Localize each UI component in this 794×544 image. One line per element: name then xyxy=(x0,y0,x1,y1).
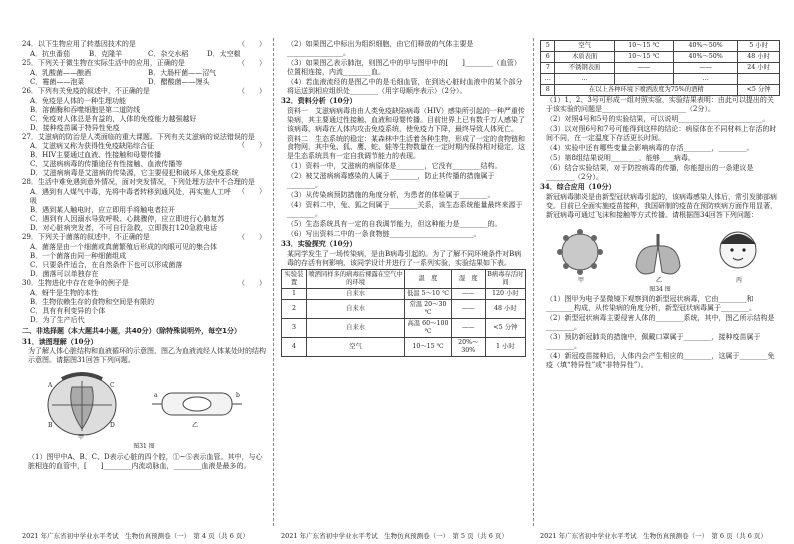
label-yi: 乙 xyxy=(656,276,663,284)
q32-sub4: （4）资料二中，兔、狐之间属于________关系，该生态系统能量最终来源于________。 xyxy=(287,201,523,219)
column-divider xyxy=(533,38,534,526)
footer-page-4: 2021 年广东省初中学业水平考试 生物仿真预测卷（一） 第 4 页（共 6 页） xyxy=(22,531,249,540)
q26-options: A．免疫是人体的一种生理功能 B．溶菌酶和吞噬细胞是第二道防线 C．免疫对人体总是有益的，人体的免疫能力越强越好 D．接种疫苗属于特异性免疫 xyxy=(30,96,197,132)
q28-options: A．遇到有人煤气中毒，先将中毒者转移到通风处，再实施人工呼吸 B．遇到某人触电时，应立即用手将触电者拉开 C．遇到有人因溺水导致呼吸、心跳骤停，应立即进行心肺复苏 D．对心脏病突发者，不可自行急救，立即拨打120急救电话 xyxy=(30,188,232,233)
q32-sub6: （6）写出资料二中的一条食物链________________________。 xyxy=(287,230,481,239)
q34-sub1: （1）图甲为电子显微镜下观察到的新型冠状病毒，它由________和________构成，从传染病的角度分析，新型冠状病毒属于________。 xyxy=(546,295,756,313)
table-row: 8 在以上各种环境下喷洒浓度为75%的酒精 <5 分钟 xyxy=(541,85,780,96)
table-header-row: 实验装置 喷洒同样多的病毒后裸露在空气中的环境 温 度 湿 度 B病毒存活时间 xyxy=(282,269,526,288)
heart-diagram xyxy=(22,367,266,441)
virus-icon xyxy=(557,229,603,275)
q32-sub2: （2）被艾滋病病毒感染的人属于________，防止其传播的措施属于________。 xyxy=(287,172,495,190)
q32-sub3: （3）从传染病预防措施的角度分析，为患者的体检属于________。 xyxy=(287,191,495,200)
svg-text:B: B xyxy=(48,422,53,430)
page-4-column xyxy=(22,40,266,526)
question-31-intro: 为了解人体心脏结构和血液循环的示意图，图乙为血液流经人体某处时的结构示意图。请据图31回答下列问题。 xyxy=(28,347,266,365)
page-5-column xyxy=(281,40,526,526)
q33-table-continued xyxy=(540,40,780,96)
question-31-title: 31．读图理解（10分） xyxy=(22,336,98,346)
figure-34-caption: 图34 图 xyxy=(649,285,671,293)
question-30: 30．生物进化中存在竞争的例子是 （ ） xyxy=(22,278,266,287)
q34-sub2: （2）新型冠状病毒主要侵害人体的________系统，其中，图乙所示结构是________。 xyxy=(546,314,775,332)
label-bing: 丙 xyxy=(736,276,743,284)
question-24: 24．以下生物应用了转基因技术的是 （ ） xyxy=(22,40,266,48)
q32-sub1: （1）资料一中，艾滋病的病原体是________，它没有________结构。 xyxy=(287,162,502,171)
svg-text:b: b xyxy=(236,392,240,400)
q30-options: A．蚜牛是生物的本性 B．生物依赖生存的食物和空间是有限的 C．具有有利变异的个体 D．为了生产后代 xyxy=(30,288,155,324)
q31-sub2: （2）如果图乙中标出为组织细胞，由它们释放的气体主要是________________。 xyxy=(287,40,474,57)
question-28: 28．生活中难免遇到意外情况，面对突发情况，下列处理方法中不合理的是 （ ） xyxy=(22,178,266,196)
q24-options: A．抗虫番茄 B．克隆羊 C．杂交水稻 D．太空椒 xyxy=(30,49,241,58)
page-6-column xyxy=(540,40,780,526)
table-row: 3 自来水 高温 60～100 ℃ —— <5 分钟 xyxy=(282,319,526,338)
q32-material-2: 资料二 生态系统的稳定：某森林中生活着各种生物，形成了一定的食物链和食物网，其中兔、狐、鹰、蛇、蛙等生物数量在一定时期内保持相对稳定，这是生态系统具有一定自我调节能力的表现。 xyxy=(287,134,525,161)
lungs-icon xyxy=(636,234,680,274)
table-row: 5 空气 10～15 ℃ 40%～50% 5 小时 xyxy=(541,41,780,52)
table-row: 4 空气 10～15 ℃ 20%～30% 1 小时 xyxy=(282,338,526,357)
q33-sub6: （6）结合实验结果，对于防控病毒的传播，你能提出的一条建议是________（2分）。 xyxy=(546,163,754,181)
figure-34 xyxy=(540,222,780,284)
q27-options: A．艾滋病又称为获得性免疫缺陷综合征 B．HIV主要通过血液、性接触和母婴传播 C．艾滋病病毒的传播途径有性接触、血液传播等 D．艾滋病病毒是艾滋病的传染源，它主要侵犯和破坏人体免疫系统 xyxy=(30,142,239,178)
question-27: 27．艾滋病的防治是人类面临的重大课题。下列有关艾滋病的说法错误的是 （ ） xyxy=(22,132,266,150)
question-26: 26．下列有关免疫的叙述中，不正确的是 （ ） xyxy=(22,86,266,95)
q25-options: A．乳酸菌——酿酒 B．大肠杆菌——沼气 C．霉菌——泡菜 D．醋酸菌——馒头 xyxy=(30,68,217,86)
question-34-title: 34．综合应用（10分） xyxy=(540,181,616,191)
table-row: … … … xyxy=(541,74,780,85)
q34-sub3: （3）预防新冠肺炎的措施中，佩戴口罩属于________，接种疫苗属于________。 xyxy=(546,333,761,351)
q32-sub5: （5）生态系统具有一定的自我调节能力，但这种能力是________的。 xyxy=(287,220,502,229)
svg-text:a: a xyxy=(154,392,158,400)
question-32-title: 32．资料分析（10分） xyxy=(281,95,357,105)
label-yi: 乙 xyxy=(192,422,199,430)
table-row: 1 自来水 低温 5～10 ℃ —— 120 小时 xyxy=(282,288,526,299)
q33-sub5: （5）第8组结果说明________，能够____病毒。 xyxy=(546,153,695,162)
question-29: 29．下列关于菌落的叙述中，不正确的是 （ ） xyxy=(22,233,266,242)
q31-sub3: （3）如果图乙表示肺泡，则图乙中的甲与图甲中的[ ]________（血管）位置相连接，内流________血。 xyxy=(287,58,521,76)
q32-material-1: 资料一 艾滋病病毒由由人类免疫缺陷病毒（HIV）感染所引起的一种严重传染病，其主要通过性接触、血液和母婴传播。目前世界上已有数千万人感染了该病毒，病毒在人体内攻击免疫系统，使免疫力下降，最终导致人体死亡。 xyxy=(287,106,525,133)
virus-lungs-child-illustration xyxy=(540,222,780,284)
figure-31 xyxy=(22,367,266,441)
label-jia: 甲 xyxy=(578,276,585,284)
table-row: 7 不锈钢表面 —— —— 24 小时 xyxy=(541,63,780,74)
child-icon xyxy=(720,232,756,268)
section-2-heading: 二、非选择题（本大题共4小题，共40分）（除特殊说明外，每空1分） xyxy=(22,326,241,335)
q34-intro: 新冠病毒肺炎是由新型冠状病毒引起的，该病毒感染人体后，常引发肺部病变。目前已全面实施疫苗接种，我国研制的疫苗在预防疾病方面作用显著，新冠病毒可通过飞沫和接触等方式传播。请根据图34回答下列问题： xyxy=(546,192,777,219)
footer-page-6: 2021 年广东省初中学业水平考试 生物仿真预测卷（一） 第 6 页（共 6 页） xyxy=(540,531,767,540)
svg-text:C: C xyxy=(110,382,115,390)
q29-options: A．菌落是由一个细菌或真菌繁殖后形成的肉眼可见的集合体 B．一个菌落由同一种细菌组成 C．只要条件适合，在自然条件下也可以形成菌落 D．菌落可以单独存在 xyxy=(30,242,218,278)
q33-sub1: （1）1、2、3号可形成一组对照实验，实验结果表明：由此可以提出的关于该实验的问题是________________________（2分）。 xyxy=(546,96,774,114)
column-divider xyxy=(273,38,274,526)
svg-text:A: A xyxy=(48,382,53,390)
q33-sub4: （4）实验中还有哪些变量会影响病毒的存活________，________。 xyxy=(546,144,754,152)
q31-sub1: （1）图甲中A、B、C、D表示心脏的四个腔，①~⑤表示血管。其中，与心脏相连的血管中，[ ]________内流动脉血，________血液是最多的。 xyxy=(28,453,263,470)
table-row: 6 木质表面 10～15 ℃ 40%～50% 48 小时 xyxy=(541,52,780,63)
q33-sub3: （3）以对照6号和7号可能得到这样的结论：病原体在不同材料上存活的时间不同，在一定温度下存活更长时间。 xyxy=(546,125,777,143)
q33-table xyxy=(281,269,526,357)
footer-page-5: 2021 年广东省初中学业水平考试 生物仿真预测卷（一） 第 5 页（共 6 页） xyxy=(281,531,508,540)
question-25: 25．下列关于微生物在实际生活中的应用，正确的是 （ ） xyxy=(22,58,266,67)
q31-sub4: （4）若血液流经的是图乙中的是毛细血管，在到达心脏时血液中的某个部分将运送到相应组织处________（用字母顺序表示）（2分）。 xyxy=(287,77,523,95)
q34-sub4: （4）新冠疫苗接种后，人体内会产生相应的________，这属于________免疫（填“特异性”或“非特异性”）。 xyxy=(546,352,775,369)
q33-sub2: （2）对照4号和5号的实验结果，可以说明________________________。 xyxy=(546,115,770,124)
label-jia: 甲 xyxy=(78,434,85,442)
q33-intro: 某同学发生了一场传染病，是由B病毒引起的。为了了解不同环境条件对B病毒的存活有何影响，该同学设计并进行了一系列实验，实验结果如下表。 xyxy=(287,249,522,267)
figure-31-caption: 图31 图 xyxy=(133,443,155,451)
table-row: 2 自来水 常温 20～30 ℃ —— 48 小时 xyxy=(282,300,526,319)
question-33-title: 33．实验探究（10分） xyxy=(281,239,357,249)
svg-text:D: D xyxy=(110,422,115,430)
